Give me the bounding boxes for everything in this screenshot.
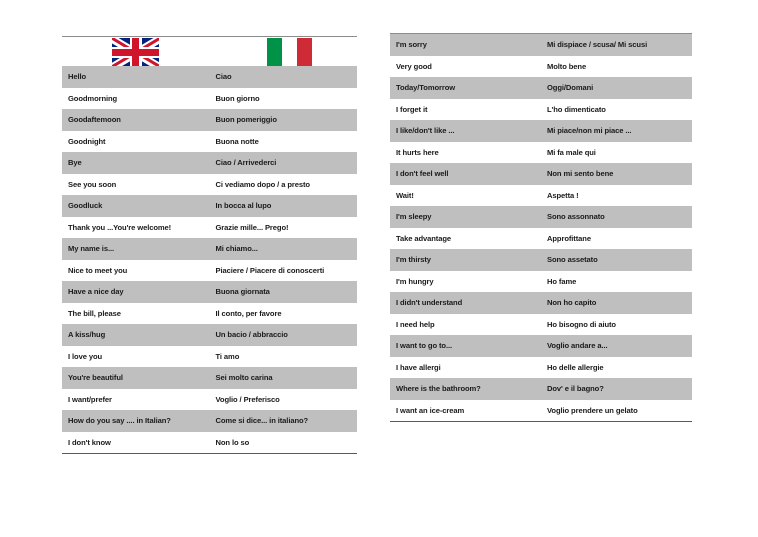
italian-phrase-cell: Un bacio / abbraccio (210, 324, 358, 346)
english-phrase-cell: I like/don't like ... (390, 120, 541, 142)
phrase-table-right (390, 33, 692, 422)
italian-phrase-cell: Mi fa male qui (541, 142, 692, 164)
english-phrase-cell: Today/Tomorrow (390, 77, 541, 99)
english-phrase-cell: I don't know (62, 432, 210, 454)
table-row (62, 281, 357, 303)
uk-flag-icon (112, 38, 159, 66)
table-row (62, 389, 357, 411)
italian-phrase-cell: Ti amo (210, 346, 358, 368)
table-row (390, 99, 692, 121)
italian-phrase-cell: Mi piace/non mi piace ... (541, 120, 692, 142)
italian-phrase-cell: Sei molto carina (210, 367, 358, 389)
table-row (390, 142, 692, 164)
table-row (390, 34, 692, 56)
italy-flag-icon (267, 38, 313, 66)
english-phrase-cell: Take advantage (390, 228, 541, 250)
table-row (62, 410, 357, 432)
italian-phrase-cell: Ho fame (541, 271, 692, 293)
italy-flag-green-band (267, 38, 282, 66)
italian-phrase-cell: Sono assonnato (541, 206, 692, 228)
table-row (62, 346, 357, 368)
table-row (62, 432, 357, 454)
italian-phrase-cell: Aspetta ! (541, 185, 692, 207)
english-phrase-cell: Thank you ...You're welcome! (62, 217, 210, 239)
italian-phrase-cell: Approfittane (541, 228, 692, 250)
english-phrase-cell: I'm sorry (390, 34, 541, 56)
italian-phrase-cell: Non ho capito (541, 292, 692, 314)
italian-phrase-cell: Voglio andare a... (541, 335, 692, 357)
italian-phrase-cell: In bocca al lupo (210, 195, 358, 217)
english-phrase-cell: I forget it (390, 99, 541, 121)
table-row (390, 249, 692, 271)
english-phrase-cell: I'm thirsty (390, 249, 541, 271)
italian-phrase-cell: Grazie mille... Prego! (210, 217, 358, 239)
table-row (62, 88, 357, 110)
italian-phrase-cell: Molto bene (541, 56, 692, 78)
italian-phrase-cell: Come si dice... in italiano? (210, 410, 358, 432)
table-row (390, 228, 692, 250)
italian-phrase-cell: Buona giornata (210, 281, 358, 303)
italian-phrase-cell: Dov' e il bagno? (541, 378, 692, 400)
italian-phrase-cell: Ho delle allergie (541, 357, 692, 379)
table-row (62, 195, 357, 217)
table-row (62, 367, 357, 389)
table-row (62, 131, 357, 153)
phrase-table-left-body (62, 37, 357, 454)
table-row (62, 152, 357, 174)
english-phrase-cell: I want an ice-cream (390, 400, 541, 422)
table-row (390, 378, 692, 400)
italian-phrase-cell: Voglio / Preferisco (210, 389, 358, 411)
english-phrase-cell: Nice to meet you (62, 260, 210, 282)
english-phrase-cell: A kiss/hug (62, 324, 210, 346)
english-phrase-cell: The bill, please (62, 303, 210, 325)
table-row (62, 217, 357, 239)
table-row (390, 271, 692, 293)
english-phrase-cell: I'm sleepy (390, 206, 541, 228)
italian-phrase-cell: Ciao (210, 66, 358, 88)
italian-phrase-cell: Non mi sento bene (541, 163, 692, 185)
phrase-table-left (62, 36, 357, 454)
table-row (390, 163, 692, 185)
table-row (390, 120, 692, 142)
english-phrase-cell: How do you say .... in Italian? (62, 410, 210, 432)
english-phrase-cell: I need help (390, 314, 541, 336)
table-row (390, 206, 692, 228)
italian-phrase-cell: Ciao / Arrivederci (210, 152, 358, 174)
english-phrase-cell: I have allergi (390, 357, 541, 379)
table-row (62, 324, 357, 346)
english-phrase-cell: I don't feel well (390, 163, 541, 185)
english-phrase-cell: I want to go to... (390, 335, 541, 357)
uk-flag-red-cross-horizontal (112, 49, 159, 56)
table-row (390, 77, 692, 99)
english-phrase-cell: Bye (62, 152, 210, 174)
table-row (62, 303, 357, 325)
italian-flag-cell (210, 37, 358, 67)
english-phrase-cell: You're beautiful (62, 367, 210, 389)
table-row (62, 109, 357, 131)
table-row (62, 66, 357, 88)
italy-flag-wrap (210, 37, 358, 66)
italian-phrase-cell: Oggi/Domani (541, 77, 692, 99)
english-phrase-cell: I love you (62, 346, 210, 368)
english-phrase-cell: It hurts here (390, 142, 541, 164)
italian-phrase-cell: Voglio prendere un gelato (541, 400, 692, 422)
english-phrase-cell: I want/prefer (62, 389, 210, 411)
english-phrase-cell: Goodmorning (62, 88, 210, 110)
italian-phrase-cell: Il conto, per favore (210, 303, 358, 325)
english-phrase-cell: Goodnight (62, 131, 210, 153)
table-row (390, 185, 692, 207)
italian-phrase-cell: L'ho dimenticato (541, 99, 692, 121)
italian-phrase-cell: Mi dispiace / scusa/ Mi scusi (541, 34, 692, 56)
table-row (62, 174, 357, 196)
english-phrase-cell: Have a nice day (62, 281, 210, 303)
table-row (390, 357, 692, 379)
english-phrase-cell: See you soon (62, 174, 210, 196)
table-row (390, 335, 692, 357)
italian-phrase-cell: Buona notte (210, 131, 358, 153)
table-row (390, 314, 692, 336)
italian-phrase-cell: Piaciere / Piacere di conoscerti (210, 260, 358, 282)
uk-flag-wrap (62, 37, 210, 66)
italian-phrase-cell: Sono assetato (541, 249, 692, 271)
table-row (390, 292, 692, 314)
english-phrase-cell: My name is... (62, 238, 210, 260)
english-phrase-cell: Very good (390, 56, 541, 78)
italian-phrase-cell: Buon giorno (210, 88, 358, 110)
english-phrase-cell: Goodluck (62, 195, 210, 217)
english-phrase-cell: I didn't understand (390, 292, 541, 314)
english-phrase-cell: Wait! (390, 185, 541, 207)
table-row (390, 400, 692, 422)
italy-flag-white-band (282, 38, 297, 66)
italian-phrase-cell: Buon pomeriggio (210, 109, 358, 131)
table-row (62, 260, 357, 282)
phrase-table-right-body (390, 34, 692, 422)
italian-phrase-cell: Mi chiamo... (210, 238, 358, 260)
table-row (62, 238, 357, 260)
flag-header-row (62, 37, 357, 67)
italian-phrase-cell: Ci vediamo dopo / a presto (210, 174, 358, 196)
english-phrase-cell: Hello (62, 66, 210, 88)
italy-flag-red-band (297, 38, 312, 66)
table-row (390, 56, 692, 78)
english-phrase-cell: Where is the bathroom? (390, 378, 541, 400)
english-flag-cell (62, 37, 210, 67)
italian-phrase-cell: Ho bisogno di aiuto (541, 314, 692, 336)
english-phrase-cell: I'm hungry (390, 271, 541, 293)
english-phrase-cell: Goodaftemoon (62, 109, 210, 131)
italian-phrase-cell: Non lo so (210, 432, 358, 454)
